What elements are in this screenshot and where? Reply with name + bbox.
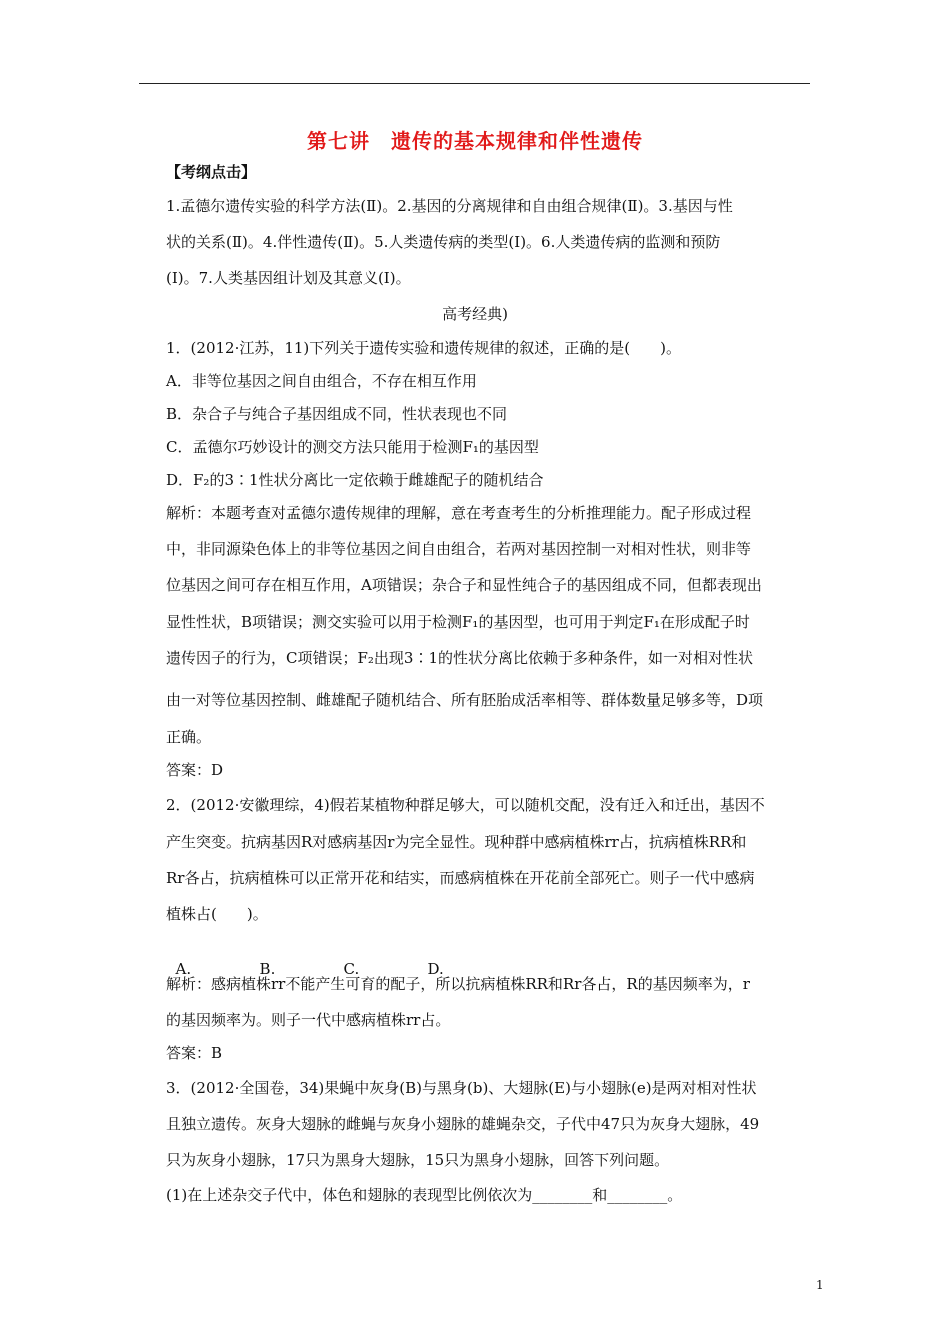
q1-analysis-line: 解析：本题考查对孟德尔遗传规律的理解，意在考查考生的分析推理能力。配子形成过程 — [166, 504, 752, 522]
syllabus-line: (Ⅰ)。7.人类基因组计划及其意义(Ⅰ)。 — [166, 269, 411, 287]
q1-analysis-line: 位基因之间可存在相互作用，A项错误；杂合子和显性纯合子的基因组成不同，但都表现出 — [166, 576, 762, 594]
q3-stem-line: 只为灰身小翅脉，17只为黑身大翅脉，15只为黑身小翅脉，回答下列问题。 — [166, 1151, 670, 1169]
q2-option-c: C. — [343, 960, 360, 978]
page-title: 第七讲 遗传的基本规律和伴性遗传 — [307, 129, 643, 153]
q1-analysis-line: 显性性状，B项错误；测交实验可以用于检测F₁的基因型，也可用于判定F₁在形成配子时 — [166, 613, 750, 631]
q1-analysis-line: 中，非同源染色体上的非等位基因之间自由组合，若两对基因控制一对相对性状，则非等 — [166, 540, 752, 558]
q1-answer: 答案：D — [166, 761, 224, 779]
subheading: 高考经典) — [442, 305, 508, 323]
syllabus-line: 1.孟德尔遗传实验的科学方法(Ⅱ)。2.基因的分离规律和自由组合规律(Ⅱ)。3.基因与性 — [166, 197, 733, 215]
q2-answer: 答案：B — [166, 1044, 223, 1062]
q2-analysis-line: 的基因频率为。则子一代中感病植株rr占。 — [166, 1011, 451, 1029]
q1-option-c: C．孟德尔巧妙设计的测交方法只能用于检测F₁的基因型 — [166, 438, 539, 456]
q1-option-a: A．非等位基因之间自由组合，不存在相互作用 — [166, 372, 477, 390]
q3-stem-line: (1)在上述杂交子代中，体色和翅脉的表现型比例依次为________和________。 — [166, 1186, 683, 1204]
section-header: 【考纲点击】 — [166, 163, 257, 181]
q2-stem-line: 2．(2012·安徽理综，4)假若某植物种群足够大，可以随机交配，没有迁入和迁出，基因不 — [166, 796, 765, 814]
q2-option-a: A. — [175, 960, 192, 978]
q2-option-d: D. — [427, 960, 444, 978]
q1-option-d: D．F₂的3∶1性状分离比一定依赖于雌雄配子的随机结合 — [166, 471, 544, 489]
q2-stem-line: Rr各占，抗病植株可以正常开花和结实，而感病植株在开花前全部死亡。则子一代中感病 — [166, 869, 755, 887]
q2-option-b: B. — [259, 960, 276, 978]
page-number: 1 — [816, 1278, 824, 1292]
q2-stem-line: 植株占( )。 — [166, 905, 268, 923]
q1-option-b: B．杂合子与纯合子基因组成不同，性状表现也不同 — [166, 405, 508, 423]
q3-stem-line: 且独立遗传。灰身大翅脉的雌蝇与灰身小翅脉的雄蝇杂交，子代中47只为灰身大翅脉，49 — [166, 1115, 760, 1133]
q2-options — [166, 939, 512, 979]
header-rule — [139, 83, 810, 84]
q1-analysis-line: 正确。 — [166, 728, 212, 746]
q2-stem-line: 产生突变。抗病基因R对感病基因r为完全显性。现种群中感病植株rr占，抗病植株RR和 — [166, 833, 747, 851]
q1-stem: 1．(2012·江苏，11)下列关于遗传实验和遗传规律的叙述，正确的是( )。 — [166, 339, 681, 357]
q2-analysis-line: 解析：感病植株rr不能产生可育的配子，所以抗病植株RR和Rr各占，R的基因频率为，r — [166, 975, 750, 993]
q3-stem-line: 3．(2012·全国卷，34)果蝇中灰身(B)与黑身(b)、大翅脉(E)与小翅脉(e)是两对相对性状 — [166, 1079, 757, 1097]
q1-analysis-line: 遗传因子的行为，C项错误；F₂出现3∶1的性状分离比依赖于多种条件，如一对相对性状 — [166, 649, 753, 667]
q1-analysis-line: 由一对等位基因控制、雌雄配子随机结合、所有胚胎成活率相等、群体数量足够多等，D项 — [166, 691, 764, 709]
syllabus-line: 状的关系(Ⅱ)。4.伴性遗传(Ⅱ)。5.人类遗传病的类型(Ⅰ)。6.人类遗传病的监测和预防 — [166, 233, 721, 251]
